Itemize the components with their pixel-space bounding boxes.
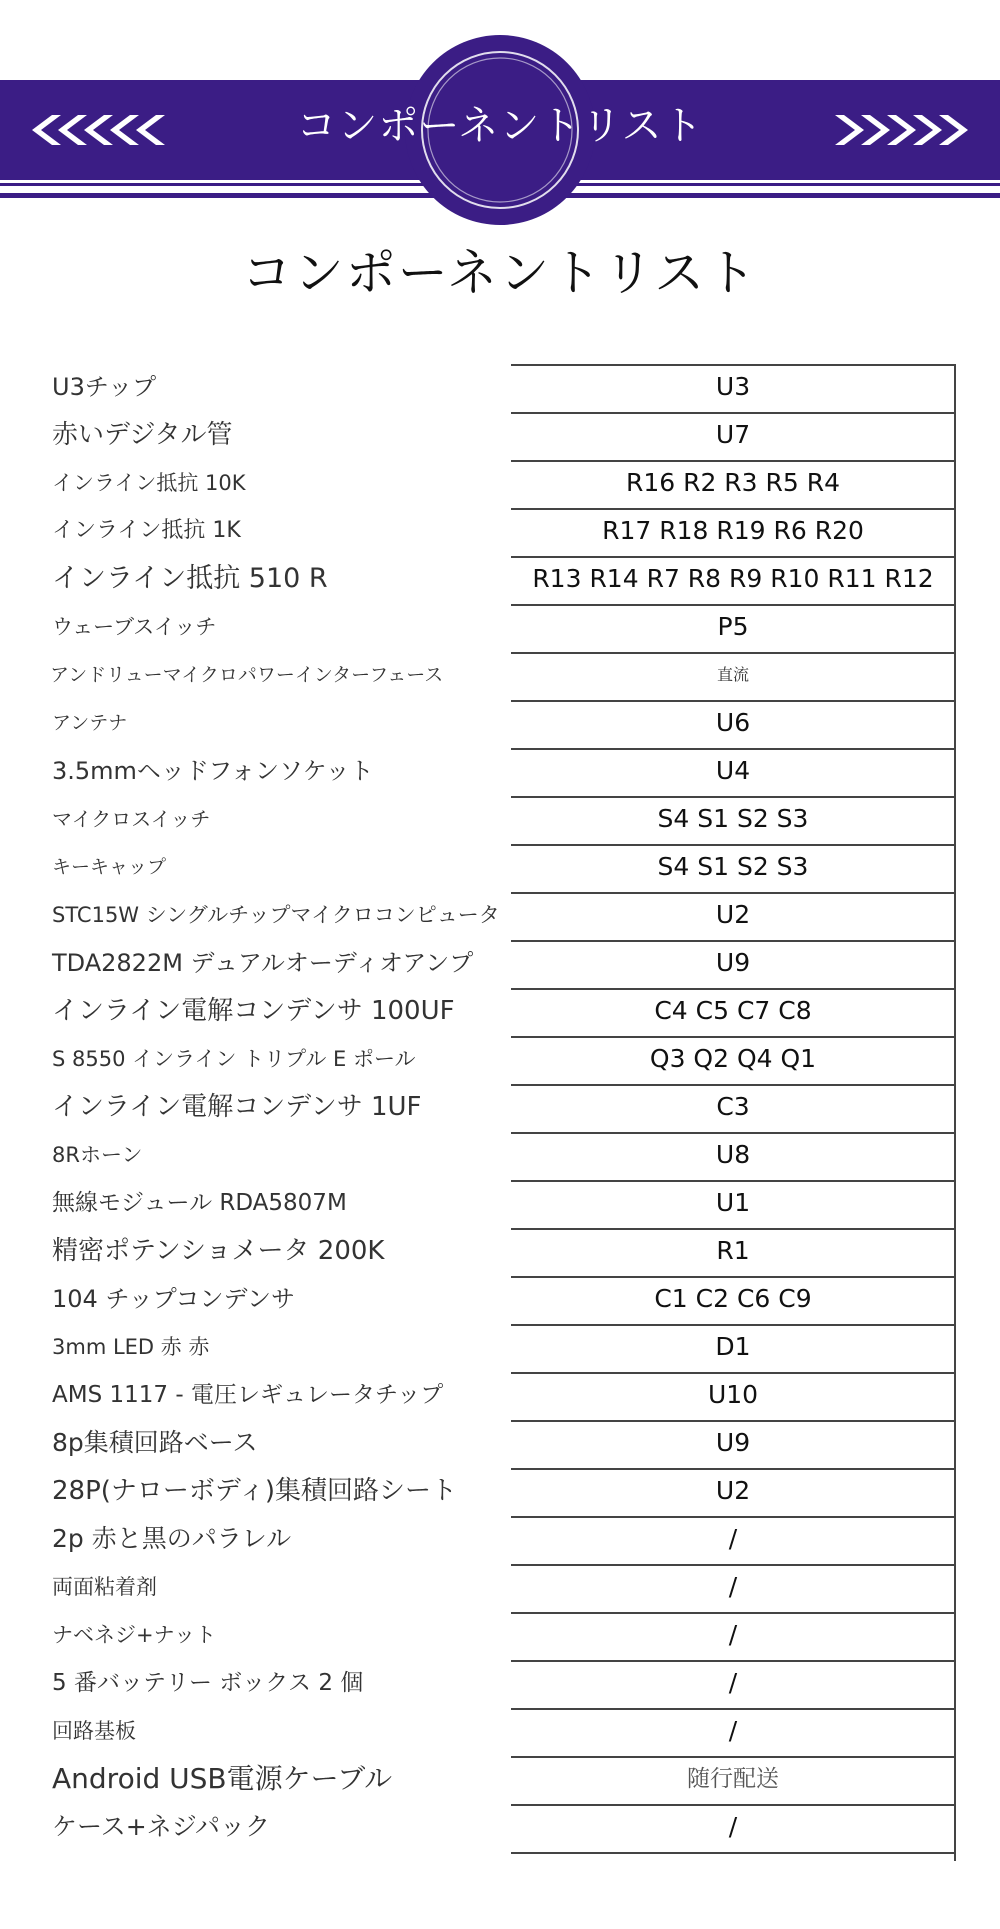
component-designator: 直流 [716,665,749,684]
component-name: ウェーブスイッチ [52,615,217,639]
table-row [0,1515,1000,1563]
component-name: アンテナ [52,712,128,734]
page-title: コンポーネントリスト [241,244,759,302]
component-designator: U9 [715,1428,751,1457]
component-designator: U10 [707,1380,759,1409]
table-row [0,1803,1000,1851]
table-row [0,1179,1000,1227]
component-designator: C4 C5 C7 C8 [654,996,812,1025]
component-designator: U7 [715,420,751,449]
table-row [0,459,1000,507]
table-row [0,1467,1000,1515]
table-row [0,603,1000,651]
component-list [0,363,1000,1851]
table-row [0,1227,1000,1275]
component-designator: / [728,1668,738,1697]
table-row [0,1131,1000,1179]
table-row [0,1275,1000,1323]
component-designator: U4 [715,756,751,785]
component-name: AMS 1117 - 電圧レギュレータチップ [52,1382,444,1408]
table-row [0,1371,1000,1419]
table-row [0,411,1000,459]
component-name: 精密ポテンショメータ 200K [52,1236,385,1266]
table-row [0,363,1000,411]
table-row [0,1707,1000,1755]
table-row [0,795,1000,843]
component-name: キーキャップ [52,856,167,878]
component-name: 8p集積回路ベース [52,1428,258,1457]
component-designator: C1 C2 C6 C9 [654,1284,812,1313]
component-name: ナベネジ+ナット [52,1623,217,1647]
component-designator: U8 [715,1140,751,1169]
table-row [0,939,1000,987]
component-designator: / [728,1716,738,1745]
component-name: インライン抵抗 10K [52,471,246,495]
table-row [0,1323,1000,1371]
component-designator: P5 [717,612,749,641]
component-name: 104 チップコンデンサ [52,1285,296,1313]
component-designator: U1 [715,1188,751,1217]
component-name: 両面粘着剤 [52,1575,157,1599]
component-name: インライン抵抗 510 R [52,563,328,594]
component-name: Android USB電源ケーブル [52,1762,393,1795]
table-row [0,1611,1000,1659]
component-designator: C3 [716,1092,750,1121]
component-name: 赤いデジタル管 [52,420,233,450]
table-row [0,1659,1000,1707]
component-designator: / [728,1572,738,1601]
component-name: インライン電解コンデンサ 100UF [52,996,455,1026]
table-row [0,987,1000,1035]
table-row [0,1563,1000,1611]
component-name: 無線モジュール RDA5807M [52,1190,347,1216]
component-name: 2p 赤と黒のパラレル [52,1524,292,1553]
component-designator: U2 [715,1476,751,1505]
component-designator: R16 R2 R3 R5 R4 [625,468,841,497]
component-designator: 随行配送 [687,1766,779,1792]
component-designator: / [728,1524,738,1553]
table-row [0,843,1000,891]
component-name: STC15W シングルチップマイクロコンピュータ [52,903,500,927]
component-designator: R1 [716,1236,750,1265]
table-row [0,1083,1000,1131]
component-designator: Q3 Q2 Q4 Q1 [649,1044,817,1073]
table-row [0,1419,1000,1467]
component-name: インライン抵抗 1K [52,518,241,543]
table-row [0,555,1000,603]
component-name: 回路基板 [52,1719,136,1743]
component-designator: / [728,1812,738,1841]
table-row [0,891,1000,939]
component-name: インライン電解コンデンサ 1UF [52,1092,422,1122]
table-row [0,747,1000,795]
component-designator: U9 [715,948,751,977]
component-name: U3チップ [52,373,157,401]
component-designator: U2 [715,900,751,929]
component-designator: U6 [715,708,751,737]
component-name: 3.5mmヘッドフォンソケット [52,757,374,785]
component-designator: U3 [715,372,751,401]
table-row [0,699,1000,747]
component-name: 28P(ナローボディ)集積回路シート [52,1476,457,1506]
component-designator: R17 R18 R19 R6 R20 [602,516,864,545]
component-name: 8Rホーン [52,1143,143,1167]
component-designator: R13 R14 R7 R8 R9 R10 R11 R12 [532,564,934,593]
table-row [0,1755,1000,1803]
component-name: アンドリューマイクロパワーインターフェース [50,664,444,686]
banner-title: コンポーネントリスト [296,103,704,149]
table-row [0,651,1000,699]
component-name: S 8550 インライン トリプル E ポール [52,1047,416,1071]
component-name: マイクロスイッチ [52,807,211,831]
table-row [0,1035,1000,1083]
component-designator: S4 S1 S2 S3 [657,804,809,833]
component-name: 3mm LED 赤 赤 [52,1335,210,1359]
component-name: TDA2822M デュアルオーディオアンプ [52,949,474,977]
component-name: ケース+ネジパック [52,1812,270,1841]
component-designator: / [728,1620,738,1649]
component-name: 5 番バッテリー ボックス 2 個 [52,1670,364,1696]
component-designator: D1 [715,1332,751,1361]
table-row [0,507,1000,555]
component-designator: S4 S1 S2 S3 [657,852,809,881]
